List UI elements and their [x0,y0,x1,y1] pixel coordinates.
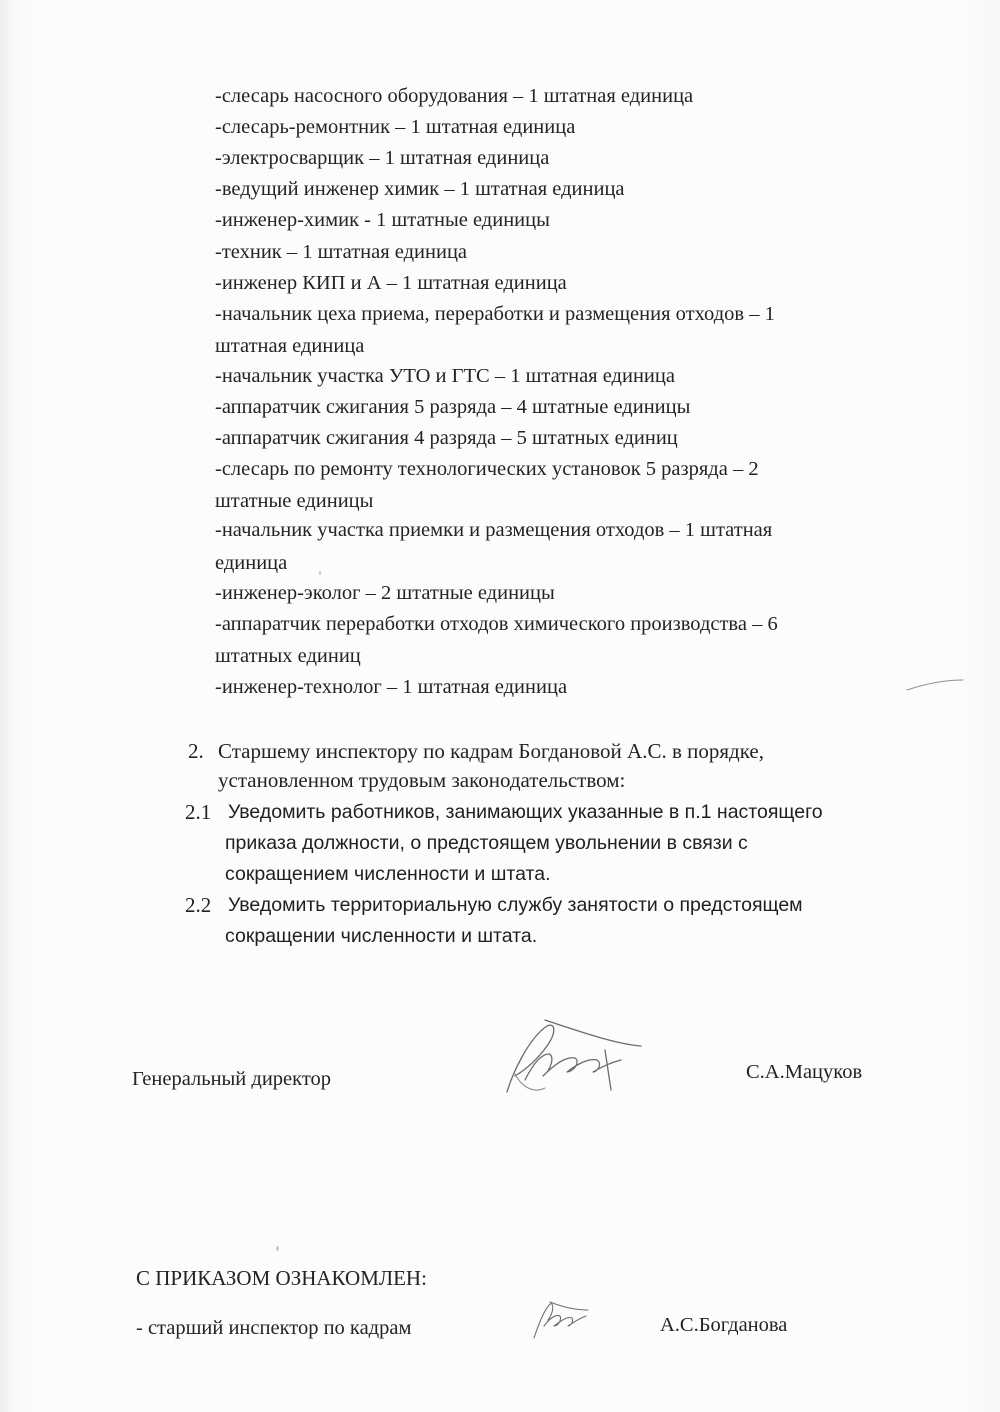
scan-speck [276,1246,279,1251]
position-line: штатных единиц [215,645,361,667]
acknowledgement-signature [526,1296,596,1346]
acknowledgement-heading: С ПРИКАЗОМ ОЗНАКОМЛЕН: [136,1266,427,1290]
acknowledgement-role: - старший инспектор по кадрам [136,1317,412,1339]
item-2-1-line: Уведомить работников, занимающих указанные в п.1 настоящего [228,801,823,823]
position-line: -электросварщик – 1 штатная единица [215,147,550,169]
scan-stroke [905,678,965,692]
position-line: штатная единица [215,335,365,357]
item-2-2-line: Уведомить территориальную службу занятости о предстоящем [228,894,803,916]
position-line: -начальник участка приемки и размещения отходов – 1 штатная [215,519,773,541]
position-line: -слесарь по ремонту технологических установок 5 разряда – 2 [215,458,759,480]
position-line: -инженер-технолог – 1 штатная единица [215,676,568,698]
director-signature [485,1010,655,1110]
position-line: штатные единицы [215,490,374,512]
item-2-1-line: сокращением численности и штата. [225,863,551,885]
director-title: Генеральный директор [132,1068,332,1090]
position-line: -инженер-химик - 1 штатные единицы [215,209,550,231]
position-line: -аппаратчик переработки отходов химического производства – 6 [215,613,778,635]
item-2-line: Старшему инспектору по кадрам Богдановой А.С. в порядке, [218,739,764,763]
position-line: единица [215,552,288,574]
position-line: -начальник цеха приема, переработки и размещения отходов – 1 [215,303,775,325]
position-line: -техник – 1 штатная единица [215,241,468,263]
item-2-1-number: 2.1 [185,800,212,824]
item-2-line: установленном трудовым законодательством: [218,768,626,792]
scan-speck [319,571,321,575]
acknowledgement-name: А.С.Богданова [660,1314,788,1336]
position-line: -ведущий инженер химик – 1 штатная единица [215,178,625,200]
item-2-1-line: приказа должности, о предстоящем увольнении в связи с [225,832,748,854]
position-line: -инженер КИП и А – 1 штатная единица [215,272,567,294]
position-line: -слесарь насосного оборудования – 1 штатная единица [215,85,694,107]
item-2-2-line: сокращении численности и штата. [225,925,538,947]
position-line: -слесарь-ремонтник – 1 штатная единица [215,116,576,138]
director-name: С.А.Мацуков [746,1061,863,1083]
position-line: -аппаратчик сжигания 5 разряда – 4 штатные единицы [215,396,691,418]
position-line: -инженер-эколог – 2 штатные единицы [215,582,555,604]
item-2-2-number: 2.2 [185,893,212,917]
position-line: -аппаратчик сжигания 4 разряда – 5 штатных единиц [215,427,678,449]
position-line: -начальник участка УТО и ГТС – 1 штатная единица [215,365,675,387]
item-2-number: 2. [188,739,204,763]
